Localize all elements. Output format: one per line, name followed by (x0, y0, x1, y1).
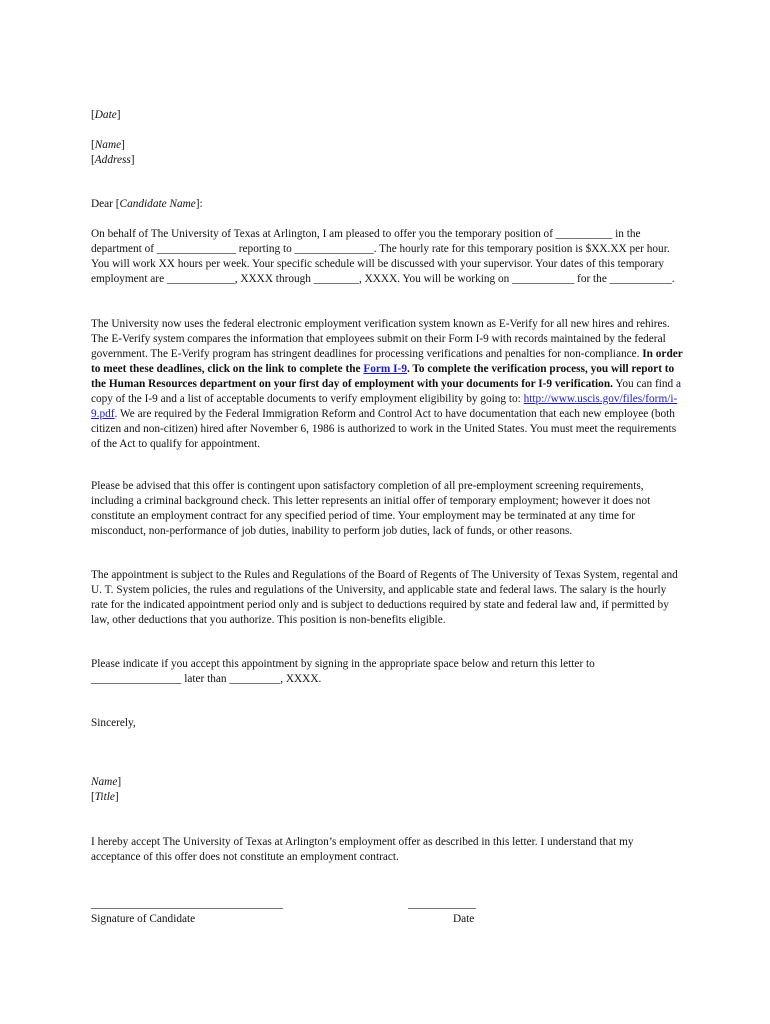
signature-label: Signature of Candidate (91, 913, 196, 925)
name-placeholder: Name (94, 139, 122, 151)
signer-name-placeholder: Name (91, 776, 118, 788)
everify-bold-2: . To complete the verification process, you will report to the Human Resources department on your first day of employment with your documents for I-9 verification. (91, 363, 675, 390)
signature-line: __________________________________ (91, 898, 284, 910)
form-i9-link[interactable]: Form I-9 (363, 363, 407, 375)
date-field: [Date] (91, 109, 121, 121)
signer-name: Name] (91, 776, 122, 788)
date-placeholder: Date (94, 109, 117, 121)
candidate-name-placeholder: Candidate Name (119, 198, 196, 210)
signer-title-placeholder: Title (94, 791, 115, 803)
salutation-prefix: Dear [ (91, 198, 120, 210)
candidate-acceptance-statement: I hereby accept The University of Texas at Arlington’s employment offer as described in this letter. I understand that my acceptance of this offer does not constitute an employment contract. (91, 836, 634, 863)
everify-text-1: The University now uses the federal electronic employment verification system known as E-Verify for all new hires and rehires. The E-Verify system compares the information that employees submit on their Form I-9 with records maintained by the federal government. The E-Verify program has stringent deadlines for processing verifications and penalties for non-compliance. (91, 318, 670, 360)
everify-text-2: You can find a copy of the I-9 and a list of acceptable documents to verify employment eligibility by going to: (91, 378, 682, 405)
closing: Sincerely, (91, 717, 136, 729)
offer-paragraph: On behalf of The University of Texas at Arlington, I am pleased to offer you the temporary position of __________ in the department of ______________ reporting to ______________. The hourly rate for this temporary position is $XX.XX per hour. You will work XX hours per week. Your specific schedule will be discussed with your supervisor. Your dates of this temporary employment are ____________, XXXX through ________, XXXX. You will be working on ___________ for the ___________. (91, 228, 675, 285)
salutation (91, 197, 683, 212)
address-placeholder: Address (94, 154, 131, 166)
address-field: [Address] (91, 154, 135, 166)
uscis-i9-link[interactable]: http://www.uscis.gov/files/form/i-9.pdf (91, 393, 678, 420)
everify-text-3: . We are required by the Federal Immigration Reform and Control Act to have documentation that each new employee (both citizen and non-citizen) hired after November 6, 1986 is authorized to work in the United States. You must meet the requirements of the Act to qualify for appointment. (91, 408, 677, 450)
regulations-paragraph: The appointment is subject to the Rules and Regulations of the Board of Regents of The University of Texas System, regental and U. T. System policies, the rules and regulations of the University, and applicable state and federal laws. The salary is the hourly rate for the indicated appointment period only and is subject to deductions required by state and federal law and, if permitted by law, other deductions that you authorize. This position is non-benefits eligible. (91, 569, 678, 626)
date-line: ____________ (408, 898, 476, 910)
contingency-paragraph: Please be advised that this offer is contingent upon satisfactory completion of all pre-employment screening requirements, including a criminal background check. This letter represents an initial offer of temporary employment; however it does not constitute an employment contract for any specified period of time. Your employment may be terminated at any time for misconduct, non-performance of job duties, inability to perform job duties, lack of funds, or other reasons. (91, 480, 651, 537)
acceptance-instructions-paragraph: Please indicate if you accept this appointment by signing in the appropriate space below and return this letter to ________________ later than _________, XXXX. (91, 658, 595, 685)
salutation-suffix: ]: (195, 198, 203, 210)
signer-title: [Title] (91, 791, 119, 803)
everify-bold-1: In order to meet these deadlines, click on the link to complete the (91, 348, 683, 375)
everify-paragraph (91, 317, 683, 452)
date-label: Date (453, 913, 475, 925)
name-field: [Name] (91, 139, 125, 151)
